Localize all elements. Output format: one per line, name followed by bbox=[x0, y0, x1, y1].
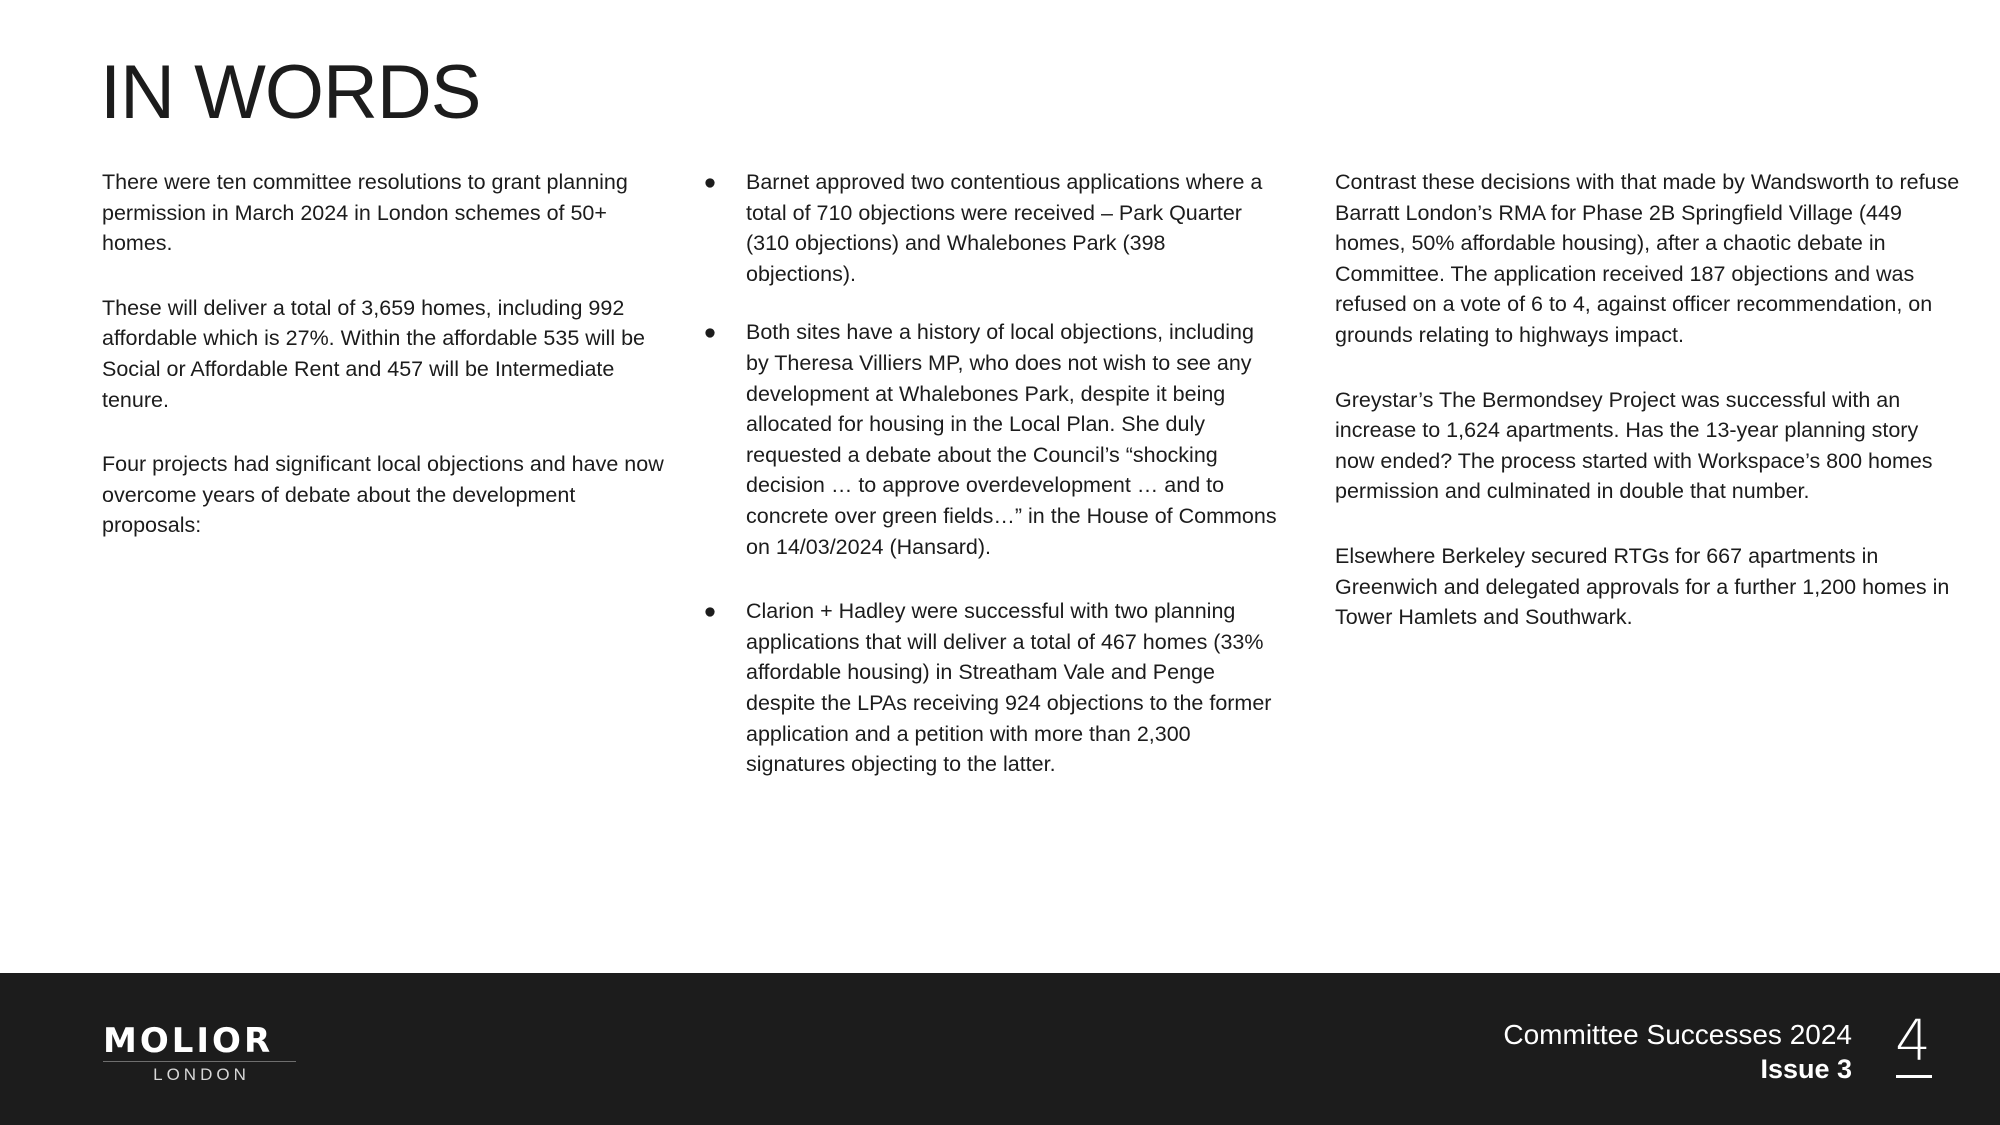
bullet-icon: ● bbox=[703, 599, 717, 624]
intro-paragraph: There were ten committee resolutions to grant planning permission in March 2024 in London schemes of 50+ homes. bbox=[102, 170, 628, 256]
contrast-column bbox=[1335, 167, 1960, 633]
bullet-item bbox=[700, 596, 1280, 780]
bullet-item bbox=[700, 167, 1280, 289]
page-number-underline bbox=[1896, 1075, 1932, 1078]
intro-paragraph: Four projects had significant local objections and have now overcome years of debate about the development proposals: bbox=[102, 452, 664, 538]
logo-subtitle: LONDON bbox=[153, 1065, 250, 1084]
bullet-icon: ● bbox=[703, 170, 717, 194]
report-title: Committee Successes 2024 bbox=[1503, 1019, 1852, 1050]
page-title: IN WORDS bbox=[100, 50, 481, 135]
contrast-paragraph: Greystar’s The Bermondsey Project was successful with an increase to 1,624 apartments. Has the 13-year planning story now ended? The process started with Workspace’s 800 homes permission and culminated in double that number. bbox=[1335, 387, 1933, 504]
report-info bbox=[1503, 1017, 1852, 1085]
contrast-paragraph: Contrast these decisions with that made by Wandsworth to refuse Barratt London’s RMA for Phase 2B Springfield Village (449 homes, 50% affordable housing), after a chaotic debate in Committee. The application received 187 objections and was refused on a vote of 6 to 4, against officer recommendation, on grounds relating to highways impact. bbox=[1335, 170, 1960, 347]
bullet-column bbox=[700, 167, 1280, 780]
objection-bullet-list bbox=[700, 167, 1280, 780]
bullet-item bbox=[700, 317, 1280, 562]
molior-london-logo bbox=[103, 1023, 296, 1088]
bullet-text: Clarion + Hadley were successful with two planning applications that will deliver a total of 467 homes (33% affordable housing) in Streatham Vale and Penge despite the LPAs receiving 924 objections to the former application and a petition with more than 2,300 signatures objecting to the latter. bbox=[746, 599, 1272, 777]
page-number: 4 bbox=[1895, 1009, 1931, 1074]
page-footer bbox=[0, 973, 2000, 1125]
intro-column bbox=[102, 167, 672, 541]
intro-paragraph: These will deliver a total of 3,659 homes, including 992 affordable which is 27%. Within the affordable 535 will be Social or Affordable Rent and 457 will be Intermediate tenure. bbox=[102, 295, 646, 412]
bullet-text: Barnet approved two contentious applications where a total of 710 objections were received – Park Quarter (310 objections) and Whalebones Park (398 objections). bbox=[746, 170, 1263, 286]
logo-wordmark: MOLIOR bbox=[103, 1021, 274, 1061]
contrast-paragraph: Elsewhere Berkeley secured RTGs for 667 apartments in Greenwich and delegated approvals for a further 1,200 homes in Tower Hamlets and Southwark. bbox=[1335, 543, 1950, 630]
bullet-text: Both sites have a history of local objections, including by Theresa Villiers MP, who does not wish to see any development at Whalebones Park, despite it being allocated for housing in the Local Plan. She duly requested a debate about the Council’s “shocking decision … to approve overdevelopment … and to concrete over green fields…” in the House of Commons on 14/03/2024 (Hansard). bbox=[746, 320, 1277, 559]
bullet-icon: ● bbox=[703, 320, 717, 345]
issue-number: Issue 3 bbox=[1760, 1054, 1852, 1084]
